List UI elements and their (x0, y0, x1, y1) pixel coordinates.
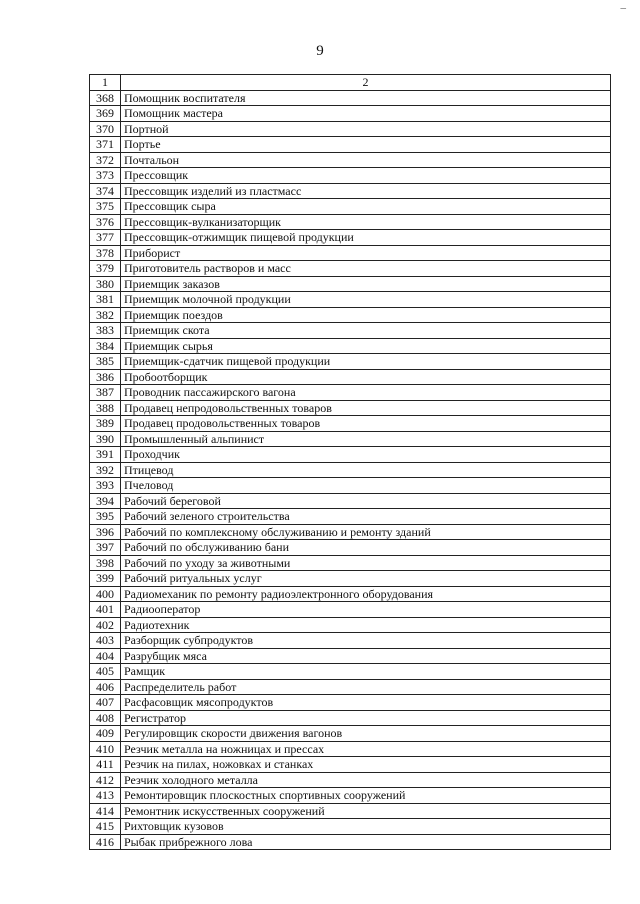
row-number-cell: 406 (90, 679, 121, 695)
occupation-name-cell: Радиотехник (121, 617, 611, 633)
occupation-name-cell: Регистратор (121, 710, 611, 726)
table-row (90, 803, 611, 819)
table-row (90, 106, 611, 122)
occupation-name-cell: Разборщик субпродуктов (121, 633, 611, 649)
occupation-name-cell: Резчик металла на ножницах и прессах (121, 741, 611, 757)
occupation-name-cell: Почтальон (121, 152, 611, 168)
occupation-name-cell: Приемщик молочной продукции (121, 292, 611, 308)
table-row (90, 292, 611, 308)
row-number-cell: 380 (90, 276, 121, 292)
occupation-name-cell: Приемщик заказов (121, 276, 611, 292)
occupation-name-cell: Приемщик сырья (121, 338, 611, 354)
table-row (90, 230, 611, 246)
table-row (90, 431, 611, 447)
row-number-cell: 401 (90, 602, 121, 618)
table-row (90, 617, 611, 633)
table-row (90, 788, 611, 804)
occupation-name-cell: Ремонтник искусственных сооружений (121, 803, 611, 819)
row-number-cell: 392 (90, 462, 121, 478)
row-number-cell: 383 (90, 323, 121, 339)
row-number-cell: 381 (90, 292, 121, 308)
row-number-cell: 405 (90, 664, 121, 680)
row-number-cell: 409 (90, 726, 121, 742)
corner-mark: – (620, 2, 626, 14)
occupation-name-cell: Приборист (121, 245, 611, 261)
row-number-cell: 372 (90, 152, 121, 168)
row-number-cell: 395 (90, 509, 121, 525)
occupation-name-cell: Проходчик (121, 447, 611, 463)
row-number-cell: 412 (90, 772, 121, 788)
occupation-name-cell: Рамщик (121, 664, 611, 680)
table-row (90, 462, 611, 478)
table-row (90, 416, 611, 432)
occupation-name-cell: Рабочий по уходу за животными (121, 555, 611, 571)
occupation-name-cell: Приемщик-сдатчик пищевой продукции (121, 354, 611, 370)
row-number-cell: 404 (90, 648, 121, 664)
row-number-cell: 416 (90, 834, 121, 850)
row-number-cell: 386 (90, 369, 121, 385)
row-number-cell: 374 (90, 183, 121, 199)
table-row (90, 726, 611, 742)
table-row (90, 168, 611, 184)
table-row (90, 137, 611, 153)
row-number-cell: 377 (90, 230, 121, 246)
row-number-cell: 389 (90, 416, 121, 432)
occupation-name-cell: Расфасовщик мясопродуктов (121, 695, 611, 711)
occupation-name-cell: Проводник пассажирского вагона (121, 385, 611, 401)
row-number-cell: 414 (90, 803, 121, 819)
table-row (90, 400, 611, 416)
occupation-name-cell: Прессовщик (121, 168, 611, 184)
table-row (90, 338, 611, 354)
row-number-cell: 393 (90, 478, 121, 494)
table-row (90, 261, 611, 277)
page-number: 9 (316, 43, 324, 59)
table-row (90, 772, 611, 788)
occupation-name-cell: Портье (121, 137, 611, 153)
occupation-name-cell: Рабочий по комплексному обслуживанию и ремонту зданий (121, 524, 611, 540)
occupation-name-cell: Рихтовщик кузовов (121, 819, 611, 835)
row-number-cell: 373 (90, 168, 121, 184)
occupation-name-cell: Прессовщик изделий из пластмасс (121, 183, 611, 199)
row-number-cell: 376 (90, 214, 121, 230)
occupation-name-cell: Рабочий ритуальных услуг (121, 571, 611, 587)
table-row (90, 276, 611, 292)
table-row (90, 586, 611, 602)
occupation-name-cell: Пробоотборщик (121, 369, 611, 385)
table-row (90, 679, 611, 695)
row-number-cell: 413 (90, 788, 121, 804)
occupation-name-cell: Продавец продовольственных товаров (121, 416, 611, 432)
row-number-cell: 388 (90, 400, 121, 416)
table-row (90, 90, 611, 106)
occupation-name-cell: Продавец непродовольственных товаров (121, 400, 611, 416)
table-row (90, 323, 611, 339)
row-number-cell: 390 (90, 431, 121, 447)
header-col-number: 1 (90, 75, 121, 91)
row-number-cell: 382 (90, 307, 121, 323)
table-row (90, 741, 611, 757)
table-row (90, 478, 611, 494)
table-header-row (90, 75, 611, 91)
occupation-name-cell: Приемщик скота (121, 323, 611, 339)
occupation-name-cell: Рабочий зеленого строительства (121, 509, 611, 525)
table-row (90, 199, 611, 215)
row-number-cell: 396 (90, 524, 121, 540)
table-row (90, 354, 611, 370)
table-row (90, 214, 611, 230)
table-row (90, 493, 611, 509)
row-number-cell: 369 (90, 106, 121, 122)
occupation-name-cell: Рыбак прибрежного лова (121, 834, 611, 850)
row-number-cell: 394 (90, 493, 121, 509)
occupation-name-cell: Резчик на пилах, ножовках и станках (121, 757, 611, 773)
table-row (90, 757, 611, 773)
row-number-cell: 391 (90, 447, 121, 463)
row-number-cell: 370 (90, 121, 121, 137)
occupation-name-cell: Ремонтировщик плоскостных спортивных сооружений (121, 788, 611, 804)
table-row (90, 633, 611, 649)
occupation-name-cell: Помощник мастера (121, 106, 611, 122)
occupation-name-cell: Промышленный альпинист (121, 431, 611, 447)
table-row (90, 710, 611, 726)
row-number-cell: 402 (90, 617, 121, 633)
table-row (90, 447, 611, 463)
table-row (90, 369, 611, 385)
table-row (90, 245, 611, 261)
row-number-cell: 368 (90, 90, 121, 106)
row-number-cell: 411 (90, 757, 121, 773)
table-row (90, 695, 611, 711)
occupation-name-cell: Портной (121, 121, 611, 137)
table-row (90, 540, 611, 556)
occupation-name-cell: Рабочий береговой (121, 493, 611, 509)
table-row (90, 602, 611, 618)
row-number-cell: 375 (90, 199, 121, 215)
occupation-name-cell: Регулировщик скорости движения вагонов (121, 726, 611, 742)
table-row (90, 664, 611, 680)
table-row (90, 834, 611, 850)
occupation-name-cell: Радиомеханик по ремонту радиоэлектронного оборудования (121, 586, 611, 602)
table-row (90, 385, 611, 401)
occupation-name-cell: Птицевод (121, 462, 611, 478)
table-row (90, 307, 611, 323)
row-number-cell: 384 (90, 338, 121, 354)
row-number-cell: 397 (90, 540, 121, 556)
occupation-name-cell: Разрубщик мяса (121, 648, 611, 664)
row-number-cell: 403 (90, 633, 121, 649)
row-number-cell: 379 (90, 261, 121, 277)
occupation-name-cell: Радиооператор (121, 602, 611, 618)
occupation-name-cell: Помощник воспитателя (121, 90, 611, 106)
occupation-name-cell: Резчик холодного металла (121, 772, 611, 788)
occupation-name-cell: Распределитель работ (121, 679, 611, 695)
row-number-cell: 415 (90, 819, 121, 835)
occupation-name-cell: Приготовитель растворов и масс (121, 261, 611, 277)
occupation-name-cell: Приемщик поездов (121, 307, 611, 323)
table-row (90, 648, 611, 664)
occupation-name-cell: Прессовщик сыра (121, 199, 611, 215)
table-row (90, 819, 611, 835)
row-number-cell: 400 (90, 586, 121, 602)
row-number-cell: 398 (90, 555, 121, 571)
table-row (90, 571, 611, 587)
table-row (90, 555, 611, 571)
row-number-cell: 371 (90, 137, 121, 153)
row-number-cell: 407 (90, 695, 121, 711)
table-row (90, 509, 611, 525)
table-row (90, 152, 611, 168)
occupation-name-cell: Прессовщик-отжимщик пищевой продукции (121, 230, 611, 246)
occupation-name-cell: Рабочий по обслуживанию бани (121, 540, 611, 556)
occupation-name-cell: Пчеловод (121, 478, 611, 494)
row-number-cell: 410 (90, 741, 121, 757)
table-row (90, 524, 611, 540)
header-col-occupation: 2 (121, 75, 611, 91)
row-number-cell: 378 (90, 245, 121, 261)
row-number-cell: 408 (90, 710, 121, 726)
table-row (90, 121, 611, 137)
occupation-name-cell: Прессовщик-вулканизаторщик (121, 214, 611, 230)
occupation-table (89, 74, 611, 850)
row-number-cell: 387 (90, 385, 121, 401)
row-number-cell: 399 (90, 571, 121, 587)
table-row (90, 183, 611, 199)
row-number-cell: 385 (90, 354, 121, 370)
